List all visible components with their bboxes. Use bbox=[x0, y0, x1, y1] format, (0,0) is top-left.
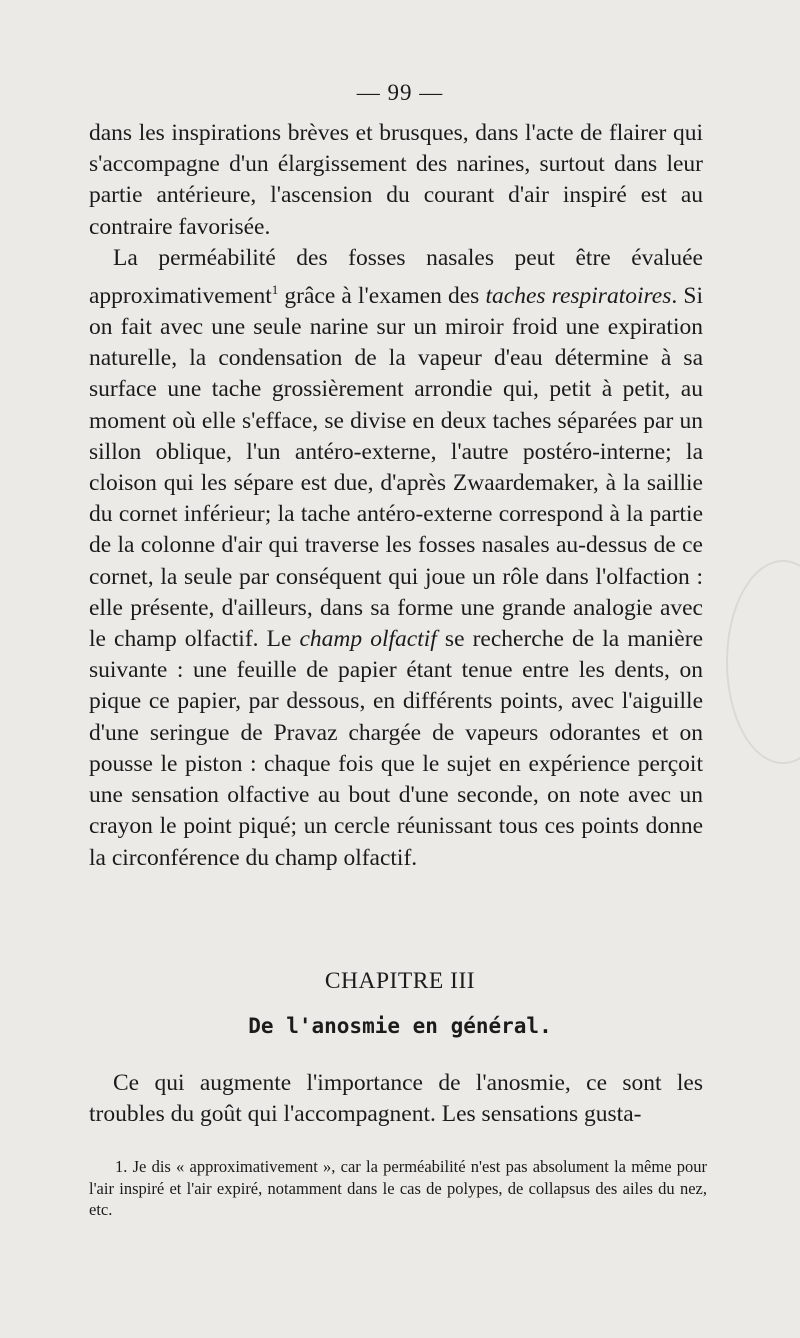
italic-term-taches: taches respiratoires bbox=[485, 282, 672, 309]
paragraph-2-part-b: grâce à l'examen des bbox=[278, 282, 486, 309]
paragraph-2 bbox=[89, 243, 703, 874]
footnote-text: 1. Je dis « approximativement », car la perméabilité n'est pas absolument la même pour l'air inspiré et l'air expiré, notamment dans le cas de polypes, de collapsus des ailes du nez, etc. bbox=[89, 1157, 707, 1219]
paragraph-2-part-d: se recherche de la manière suivante : une feuille de papier étant tenue entre les dents, on pique ce papier, par dessous, en différents points, avec l'aiguille d'une seringue de Pravaz chargée de vapeurs odorantes et on pousse le piston : chaque fois que le sujet en expérience perçoit une sensation olfactive au bout d'une seconde, on note avec un crayon le point piqué; un cercle réunissant tous ces points donne la circonférence du champ olfactif. bbox=[89, 626, 703, 871]
paragraph-1: dans les inspirations brèves et brusques, dans l'acte de flairer qui s'accompagne d'un élargissement des narines, surtout dans leur partie antérieure, l'ascension du courant d'air inspiré est au contraire favorisée. bbox=[89, 120, 703, 240]
footnote-reference: 1 bbox=[271, 282, 279, 298]
paragraph-3: Ce qui augmente l'importance de l'anosmie, ce sont les troubles du goût qui l'accompagnent. Les sensations gusta- bbox=[89, 1070, 703, 1128]
chapter-heading: CHAPITRE III bbox=[324, 968, 476, 994]
section-heading: De l'anosmie en général. bbox=[248, 1014, 552, 1038]
paragraph-2-part-a: La perméabilité des fosses nasales peut être évaluée approximativement bbox=[89, 244, 703, 309]
main-text bbox=[89, 118, 703, 874]
footnote bbox=[89, 1156, 707, 1221]
italic-term-champ: champ olfactif bbox=[299, 626, 437, 653]
library-stamp bbox=[726, 560, 800, 764]
page-number: — 99 — bbox=[356, 80, 444, 105]
paragraph-2-part-c: . Si on fait avec une seule narine sur un miroir froid une expiration naturelle, la condensation de la vapeur d'eau détermine à sa surface une tache grossièrement arrondie qui, petit à petit, au moment où elle s'efface, se divise en deux taches séparées par un sillon oblique, l'un antéro-externe, l'autre postéro-interne; la cloison qui les sépare est due, d'après Zwaardemaker, à la saillie du cornet inférieur; la tache antéro-externe correspond à la partie de la colonne d'air qui traverse les fosses nasales au-dessus de ce cornet, la seule par conséquent qui joue un rôle dans l'olfaction : elle présente, d'ailleurs, dans sa forme une grande analogie avec le champ olfactif. Le bbox=[89, 282, 703, 653]
main-text-continued bbox=[89, 1068, 703, 1130]
